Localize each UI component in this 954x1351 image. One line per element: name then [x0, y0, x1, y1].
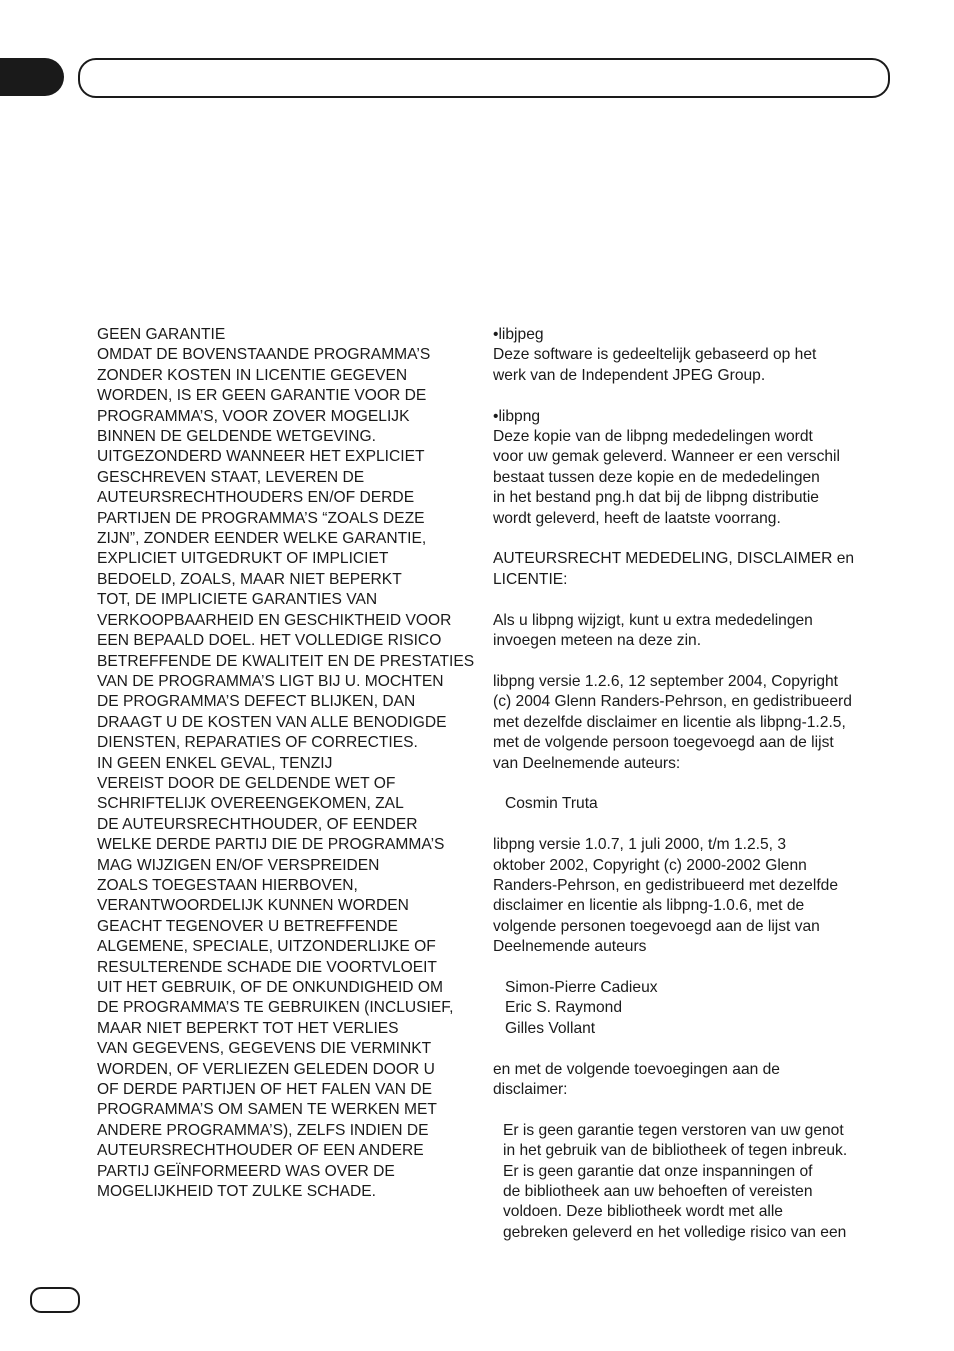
right-text-line: Als u libpng wijzigt, kunt u extra mededelingen: [493, 611, 813, 629]
left-text-line: PROGRAMMA’S, VOOR ZOVER MOGELIJK: [97, 407, 410, 425]
right-text-line: oktober 2002, Copyright (c) 2000-2002 Glenn: [493, 856, 807, 874]
left-text-line: VAN DE PROGRAMMA’S LIGT BIJ U. MOCHTEN: [97, 672, 444, 690]
right-text-line: •libpng: [493, 407, 541, 425]
right-text-line: disclaimer en licentie als libpng-1.0.6, met de: [493, 897, 805, 915]
left-text-line: BETREFFENDE DE KWALITEIT EN DE PRESTATIES: [97, 652, 475, 670]
left-text-line: DE PROGRAMMA’S DEFECT BLIJKEN, DAN: [97, 693, 416, 711]
left-text-line: PROGRAMMA’S OM SAMEN TE WERKEN MET: [97, 1101, 437, 1119]
left-text-line: DRAAGT U DE KOSTEN VAN ALLE BENODIGDE: [97, 713, 447, 731]
right-text-line: gebreken geleverd en het volledige risico van een: [503, 1223, 847, 1241]
right-text-line: Deze kopie van de libpng mededelingen wordt: [493, 428, 813, 446]
right-text-line: met de volgende persoon toegevoegd aan de lijst: [493, 734, 834, 752]
right-text-line: en met de volgende toevoegingen aan de: [493, 1060, 780, 1078]
left-text-line: ZOALS TOEGESTAAN HIERBOVEN,: [97, 876, 358, 894]
right-text-line: [493, 529, 893, 549]
left-text-line: AUTEURSRECHTHOUDER OF EEN ANDERE: [97, 1142, 424, 1160]
left-text-line: VEREIST DOOR DE GELDENDE WET OF: [97, 774, 396, 792]
right-text-line: AUTEURSRECHT MEDEDELING, DISCLAIMER en: [493, 550, 855, 568]
right-text-line: Er is geen garantie dat onze inspanningen of: [503, 1162, 813, 1180]
left-text-line: VERKOOPBAARHEID EN GESCHIKTHEID VOOR: [97, 611, 452, 629]
left-text-line: VERANTWOORDELIJK KUNNEN WORDEN: [97, 897, 409, 915]
right-text-line: volgende personen toegevoegd aan de lijst van: [493, 917, 820, 935]
right-text-line: [493, 590, 893, 610]
right-text-line: in het gebruik van de bibliotheek of tegen inbreuk.: [503, 1142, 848, 1160]
left-text-line: UIT HET GEBRUIK, OF DE ONKUNDIGHEID OM: [97, 979, 443, 996]
left-text-line: VAN GEGEVENS, GEGEVENS DIE VERMINKT: [97, 1040, 432, 1058]
left-text-line: TOT, DE IMPLICIETE GARANTIES VAN: [97, 591, 378, 609]
right-text-line: van Deelnemende auteurs:: [493, 754, 681, 772]
left-text-line: GEACHT TEGENOVER U BETREFFENDE: [97, 917, 398, 935]
left-text-line: AUTEURSRECHTHOUDERS EN/OF DERDE: [97, 489, 415, 507]
left-text-line: WORDEN, IS ER GEEN GARANTIE VOOR DE: [97, 387, 427, 405]
left-text-line: OMDAT DE BOVENSTAANDE PROGRAMMA’S: [97, 346, 431, 364]
page-number-badge: [30, 1287, 80, 1313]
right-text-line: [493, 774, 893, 794]
header-bar: [78, 58, 890, 98]
right-text-line: wordt geleverd, heeft de laatste voorrang.: [493, 509, 781, 527]
left-text-line: GESCHREVEN STAAT, LEVEREN DE: [97, 468, 365, 486]
right-text-line: Eric S. Raymond: [505, 999, 622, 1017]
right-text-line: in het bestand png.h dat bij de libpng distributie: [493, 489, 819, 507]
left-text-line: ANDERE PROGRAMMA’S), ZELFS INDIEN DE: [97, 1121, 429, 1139]
left-text-line: RESULTERENDE SCHADE DIE VOORTVLOEIT: [97, 958, 437, 976]
right-text-line: [493, 1100, 893, 1120]
left-text-line: DIENSTEN, REPARATIES OF CORRECTIES.: [97, 734, 418, 752]
right-text-line: voldoen. Deze bibliotheek wordt met alle: [503, 1203, 783, 1221]
right-text-line: invoegen meteen na deze zin.: [493, 632, 702, 650]
right-text-line: Cosmin Truta: [505, 795, 598, 813]
left-text-line: WELKE DERDE PARTIJ DIE DE PROGRAMMA’S: [97, 836, 445, 854]
right-text-line: Randers-Pehrson, en gedistribueerd met dezelfde: [493, 876, 838, 894]
left-text-line: BINNEN DE GELDENDE WETGEVING.: [97, 428, 376, 446]
left-text-line: EXPLICIET UITGEDRUKT OF IMPLICIET: [97, 550, 389, 568]
left-text-line: WORDEN, OF VERLIEZEN GELEDEN DOOR U: [97, 1060, 435, 1078]
right-text-line: [493, 958, 893, 978]
right-text-line: [493, 652, 893, 672]
right-text-line: LICENTIE:: [493, 570, 568, 588]
left-text-line: MOGELIJKHEID TOT ZULKE SCHADE.: [97, 1183, 377, 1201]
left-text-line: GEEN GARANTIE: [97, 326, 226, 343]
right-text-line: Er is geen garantie tegen verstoren van uw genot: [503, 1121, 844, 1139]
right-text-line: [493, 386, 893, 406]
left-column: [97, 325, 487, 1202]
left-text-line: IN GEEN ENKEL GEVAL, TENZIJ: [97, 754, 333, 772]
left-text-line: SCHRIFTELIJK OVEREENGEKOMEN, ZAL: [97, 795, 404, 813]
left-text-line: ZONDER KOSTEN IN LICENTIE GEGEVEN: [97, 366, 408, 384]
right-text-line: libpng versie 1.2.6, 12 september 2004, Copyright: [493, 672, 839, 690]
left-text-line: PARTIJ GEÏNFORMEERD WAS OVER DE: [97, 1162, 395, 1180]
right-text-line: (c) 2004 Glenn Randers-Pehrson, en gedistribueerd: [493, 693, 852, 711]
left-text-line: ZIJN”, ZONDER EENDER WELKE GARANTIE,: [97, 530, 427, 548]
right-text-line: de bibliotheek aan uw behoeften of vereisten: [503, 1183, 813, 1201]
left-text-line: BEDOELD, ZOALS, MAAR NIET BEPERKT: [97, 570, 402, 588]
left-text-line: EEN BEPAALD DOEL. HET VOLLEDIGE RISICO: [97, 632, 442, 650]
right-text-line: voor uw gemak geleverd. Wanneer er een verschil: [493, 448, 840, 466]
right-text-line: [493, 815, 893, 835]
right-text-line: Simon-Pierre Cadieux: [505, 979, 658, 996]
right-column: [493, 325, 893, 1243]
right-text-line: [493, 1039, 893, 1059]
right-text-line: Deelnemende auteurs: [493, 938, 647, 956]
right-text-line: libpng versie 1.0.7, 1 juli 2000, t/m 1.2.5, 3: [493, 836, 786, 854]
right-text-line: met dezelfde disclaimer en licentie als libpng-1.2.5,: [493, 713, 846, 731]
left-text-line: MAAR NIET BEPERKT TOT HET VERLIES: [97, 1019, 399, 1037]
left-text-line: DE AUTEURSRECHTHOUDER, OF EENDER: [97, 815, 418, 833]
left-text-line: OF DERDE PARTIJEN OF HET FALEN VAN DE: [97, 1081, 433, 1099]
left-text-line: UITGEZONDERD WANNEER HET EXPLICIET: [97, 448, 425, 466]
right-text-line: Deze software is gedeeltelijk gebaseerd op het: [493, 346, 817, 364]
left-text-line: MAG WIJZIGEN EN/OF VERSPREIDEN: [97, 856, 380, 874]
left-text-line: ALGEMENE, SPECIALE, UITZONDERLIJKE OF: [97, 938, 436, 956]
right-text-line: werk van de Independent JPEG Group.: [493, 366, 766, 384]
right-text-line: Gilles Vollant: [505, 1019, 596, 1037]
section-tab: [0, 58, 64, 96]
right-text-line: disclaimer:: [493, 1081, 568, 1099]
left-text-line: DE PROGRAMMA’S TE GEBRUIKEN (INCLUSIEF,: [97, 999, 454, 1017]
left-text-line: PARTIJEN DE PROGRAMMA’S “ZOALS DEZE: [97, 509, 425, 527]
right-text-line: •libjpeg: [493, 326, 544, 343]
right-text-line: bestaat tussen deze kopie en de mededelingen: [493, 468, 820, 486]
